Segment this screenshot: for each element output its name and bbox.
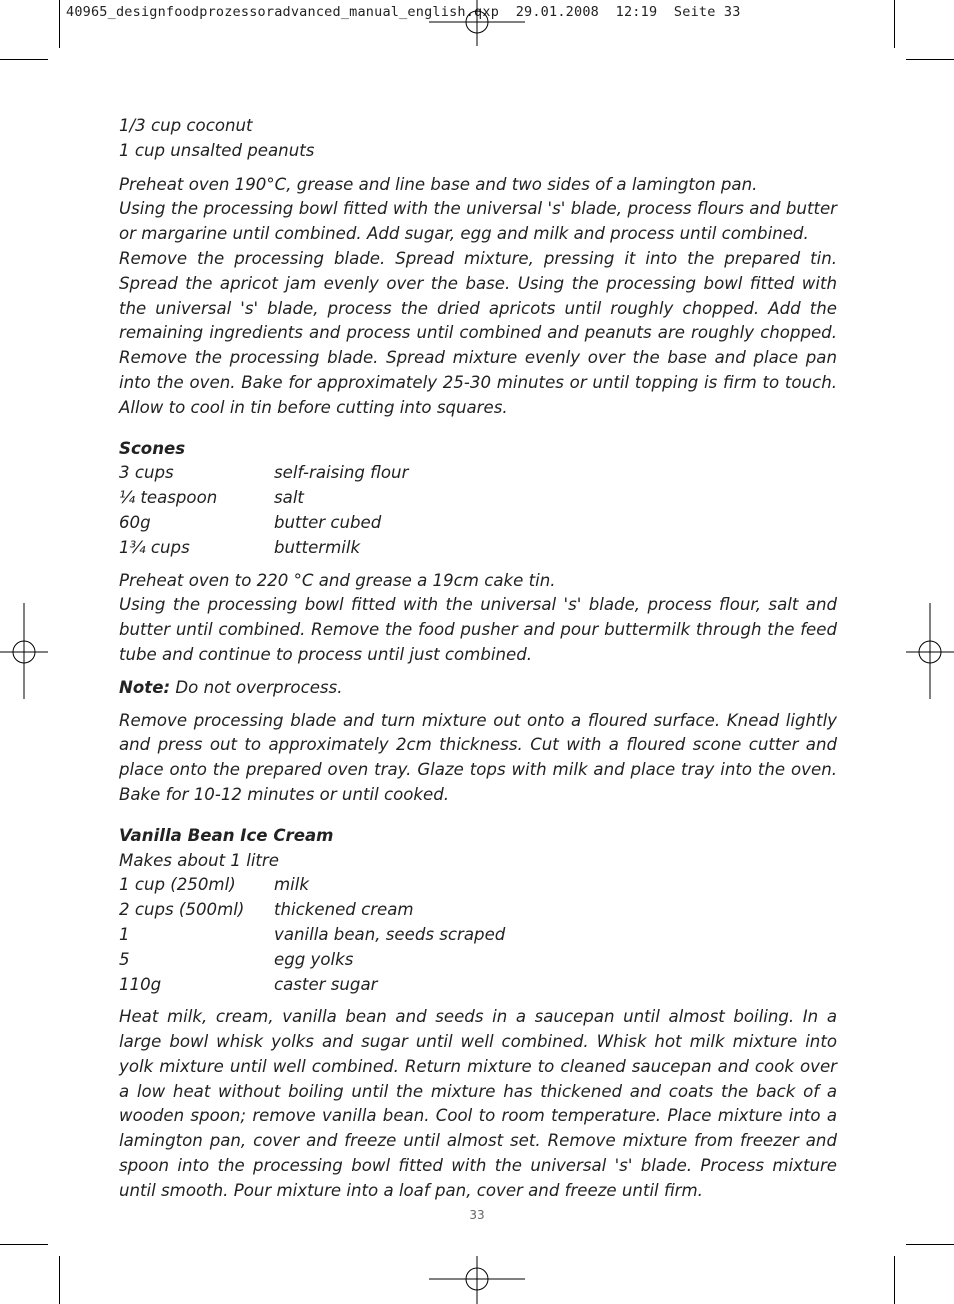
ingredient-row	[119, 511, 837, 536]
ingredient-qty: 1¾ cups	[119, 537, 190, 557]
ingredient-row	[119, 948, 837, 973]
recipe-content	[119, 114, 837, 1204]
method-paragraph: Preheat oven 190°C, grease and line base and two sides of a lamington pan.	[119, 174, 758, 194]
crop-mark	[0, 59, 48, 60]
method-paragraph: Remove processing blade and turn mixture out onto a floured surface. Knead lightly and press out to approximately 2cm thickness. Cut with a floured scone cutter and place onto the prepared oven tray. Glaze tops with milk and place tray into the oven. Bake for 10-12 minutes or until cooked.	[119, 710, 837, 804]
method-paragraph: Heat milk, cream, vanilla bean and seeds in a saucepan until almost boiling. In a large bowl whisk yolks and sugar until well combined. Whisk hot milk mixture into yolk mixture until well combined. Return mixture to cleaned saucepan and cook over a low heat without boiling until the mixture has thickened and coats the back of a wooden spoon; remove vanilla bean. Cool to room temperature. Place mixture into a lamington pan, cover and freeze until almost set. Remove mixture from freezer and spoon into the processing bowl fitted with the universal 's' blade. Process mixture until smooth. Pour mixture into a loaf pan, cover and freeze until firm.	[119, 1007, 837, 1200]
ingredient-row	[119, 486, 837, 511]
recipe-title-ice-cream: Vanilla Bean Ice Cream	[119, 825, 334, 845]
method-paragraph: Preheat oven to 220 °C and grease a 19cm cake tin.	[119, 570, 556, 590]
ingredient-row	[119, 973, 837, 998]
ingredient-name: butter cubed	[274, 512, 382, 532]
ingredient-qty: 110g	[119, 974, 162, 994]
crop-mark	[59, 0, 60, 48]
registration-mark-left	[0, 603, 48, 699]
ingredient-qty: 1 cup (250ml)	[119, 875, 236, 895]
ingredient-name: milk	[274, 875, 309, 895]
ingredient-name: egg yolks	[274, 949, 354, 969]
registration-mark-bottom	[429, 1256, 525, 1304]
recipe-yield: Makes about 1 litre	[119, 850, 279, 870]
crop-mark	[0, 1244, 48, 1245]
ingredient-name: thickened cream	[274, 900, 414, 920]
ingredient-line: 1 cup unsalted peanuts	[119, 140, 315, 160]
ingredient-row	[119, 898, 837, 923]
ingredient-name: caster sugar	[274, 974, 378, 994]
ingredient-name: buttermilk	[274, 537, 361, 557]
ingredient-qty: 5	[119, 949, 130, 969]
print-slug: 40965_designfoodprozessoradvanced_manual_english.qxp 29.01.2008 12:19 Seite 33	[66, 4, 741, 20]
method-paragraph: Using the processing bowl fitted with the universal 's' blade, process flour, salt and butter until combined. Remove the food pusher and pour buttermilk through the feed tube and continue to process until just combined.	[119, 595, 837, 664]
ingredient-qty: 60g	[119, 512, 151, 532]
note-text: Do not overprocess.	[170, 677, 343, 697]
registration-mark-top	[429, 0, 525, 48]
crop-mark	[906, 1244, 954, 1245]
crop-mark	[906, 59, 954, 60]
page-number: 33	[469, 1208, 485, 1222]
note-paragraph	[119, 676, 837, 701]
crop-mark	[894, 0, 895, 48]
method-paragraph: Using the processing bowl fitted with the universal 's' blade, process flours and butter or margarine until combined. Add sugar, egg and milk and process until combined.	[119, 199, 837, 244]
ingredient-qty: 3 cups	[119, 463, 174, 483]
crop-mark	[59, 1256, 60, 1304]
recipe-title-scones: Scones	[119, 438, 186, 458]
ingredient-row	[119, 536, 837, 561]
ingredient-row	[119, 461, 837, 486]
registration-mark-right	[906, 603, 954, 699]
ingredient-name: salt	[274, 488, 304, 508]
ingredient-name: self-raising flour	[274, 463, 409, 483]
crop-mark	[894, 1256, 895, 1304]
ingredient-row	[119, 923, 837, 948]
method-paragraph: Remove the processing blade. Spread mixture, pressing it into the prepared tin. Spread the apricot jam evenly over the base. Using the processing bowl fitted with the universal 's' blade, process the dried apricots until roughly chopped. Add the remaining ingredients and process until combined and peanuts are roughly chopped. Remove the processing blade. Spread mixture evenly over the base and place pan into the oven. Bake for approximately 25-30 minutes or until topping is firm to touch. Allow to cool in tin before cutting into squares.	[119, 248, 837, 417]
ingredient-line: 1/3 cup coconut	[119, 116, 253, 135]
ingredient-qty: 1	[119, 924, 130, 944]
ingredient-qty: 2 cups (500ml)	[119, 900, 245, 920]
ingredient-name: vanilla bean, seeds scraped	[274, 924, 506, 944]
ingredient-row	[119, 873, 837, 898]
ingredient-qty: ¼ teaspoon	[119, 488, 218, 508]
note-label: Note:	[119, 677, 171, 697]
